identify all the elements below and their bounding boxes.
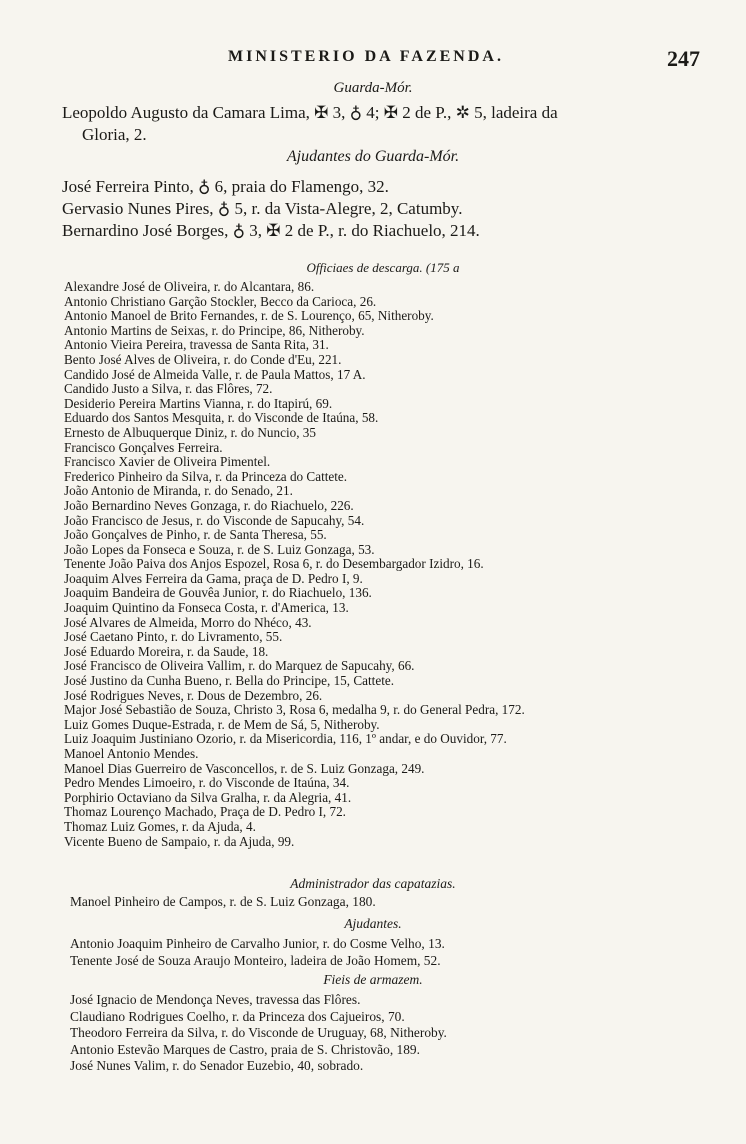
list-item: Luiz Joaquim Justiniano Ozorio, r. da Misericordia, 116, 1º andar, e do Ouvidor, 77. [64, 731, 507, 747]
page-number: 247 [667, 46, 700, 71]
list-item: Joaquim Bandeira de Gouvêa Junior, r. do Riachuelo, 136. [64, 585, 372, 601]
list-item: Thomaz Lourenço Machado, Praça de D. Pedro I, 72. [64, 804, 346, 820]
list-item: José Francisco de Oliveira Vallim, r. do Marquez de Sapucahy, 66. [64, 658, 415, 674]
page-title: MINISTERIO DA FAZENDA. [228, 48, 504, 65]
list-item: José Ignacio de Mendonça Neves, travessa das Flôres. [70, 992, 361, 1007]
list-item: Antonio Manoel de Brito Fernandes, r. de S. Lourenço, 65, Nitheroby. [64, 308, 434, 324]
guarda-mor-line: Gloria, 2. [82, 125, 147, 144]
list-item: João Francisco de Jesus, r. do Visconde de Sapucahy, 54. [64, 512, 365, 528]
section-heading-fieis: Fieis de armazem. [323, 972, 423, 987]
section-heading-officiaes: Officiaes de descarga. (175 a [306, 260, 460, 275]
list-item: José Caetano Pinto, r. do Livramento, 55. [64, 629, 283, 645]
list-item: Candido José de Almeida Valle, r. de Paula Mattos, 17 A. [64, 366, 366, 382]
section-heading-guarda-mor: Guarda-Mór. [333, 80, 413, 96]
ajudantes-guarda-mor-list [62, 176, 702, 242]
list-item: Alexandre José de Oliveira, r. do Alcantara, 86. [64, 279, 315, 294]
list-item: Major José Sebastião de Souza, Christo 3, Rosa 6, medalha 9, r. do General Pedra, 172. [64, 702, 525, 718]
officiaes-list [64, 280, 714, 849]
list-item: Francisco Xavier de Oliveira Pimentel. [64, 454, 271, 470]
list-item: Ernesto de Albuquerque Diniz, r. do Nuncio, 35 [64, 424, 316, 440]
list-item: Claudiano Rodrigues Coelho, r. da Princeza dos Cajueiros, 70. [70, 1008, 405, 1024]
list-item: João Bernardino Neves Gonzaga, r. do Riachuelo, 226. [64, 497, 354, 513]
list-item: José Nunes Valim, r. do Senador Euzebio, 40, sobrado. [70, 1058, 364, 1073]
list-item: Thomaz Luiz Gomes, r. da Ajuda, 4. [64, 818, 256, 834]
list-item: Antonio Christiano Garção Stockler, Becco da Carioca, 26. [64, 293, 377, 309]
list-item: Antonio Joaquim Pinheiro de Carvalho Junior, r. do Cosme Velho, 13. [70, 936, 445, 951]
list-item: Joaquim Alves Ferreira da Gama, praça de D. Pedro I, 9. [64, 570, 363, 586]
list-item: José Alvares de Almeida, Morro do Nhéco, 43. [64, 614, 312, 630]
section-heading-ajudantes: Ajudantes. [344, 916, 402, 931]
fieis-list [70, 992, 720, 1075]
list-item: João Lopes da Fonseca e Souza, r. de S. Luiz Gonzaga, 53. [64, 541, 375, 557]
list-item: Tenente João Paiva dos Anjos Espozel, Rosa 6, r. do Desembargador Izidro, 16. [64, 556, 484, 572]
list-item: Eduardo dos Santos Mesquita, r. do Visconde de Itaúna, 58. [64, 410, 379, 426]
administrador-list [70, 894, 720, 911]
list-item: José Ferreira Pinto, ♁ 6, praia do Flamengo, 32. [62, 177, 389, 196]
list-item: Manoel Pinheiro de Campos, r. de S. Luiz Gonzaga, 180. [70, 894, 376, 909]
list-item: Frederico Pinheiro da Silva, r. da Princeza do Cattete. [64, 468, 348, 484]
list-item: João Antonio de Miranda, r. do Senado, 21. [64, 483, 293, 499]
list-item: José Rodrigues Neves, r. Dous de Dezembro, 26. [64, 687, 323, 703]
list-item: Porphirio Octaviano da Silva Gralha, r. da Alegria, 41. [64, 789, 352, 805]
list-item: Candido Justo a Silva, r. das Flôres, 72. [64, 381, 273, 397]
list-item: Antonio Estevão Marques de Castro, praia de S. Christovão, 189. [70, 1041, 420, 1057]
ajudantes-list [70, 936, 720, 969]
list-item: Joaquim Quintino da Fonseca Costa, r. d'America, 13. [64, 600, 349, 616]
list-item: Pedro Mendes Limoeiro, r. do Visconde de Itaúna, 34. [64, 775, 350, 791]
page-header [60, 46, 700, 76]
list-item: Manoel Antonio Mendes. [64, 746, 199, 761]
guarda-mor-entry [62, 102, 702, 146]
section-heading-ajudantes-guarda-mor: Ajudantes do Guarda-Mór. [286, 148, 460, 165]
list-item: Luiz Gomes Duque-Estrada, r. de Mem de Sá, 5, Nitheroby. [64, 716, 380, 732]
list-item: Theodoro Ferreira da Silva, r. do Visconde de Uruguay, 68, Nitheroby. [70, 1025, 447, 1040]
list-item: José Justino da Cunha Bueno, r. Bella do Principe, 15, Cattete. [64, 673, 395, 689]
list-item: Francisco Gonçalves Ferreira. [64, 439, 223, 455]
list-item: Bento José Alves de Oliveira, r. do Conde d'Eu, 221. [64, 351, 342, 367]
list-item: Gervasio Nunes Pires, ♁ 5, r. da Vista-Alegre, 2, Catumby. [62, 199, 463, 218]
list-item: Bernardino José Borges, ♁ 3, ✠ 2 de P., r. do Riachuelo, 214. [62, 221, 480, 240]
list-item: Vicente Bueno de Sampaio, r. da Ajuda, 99. [64, 833, 295, 849]
list-item: Desiderio Pereira Martins Vianna, r. do Itapirú, 69. [64, 395, 333, 411]
list-item: Tenente José de Souza Araujo Monteiro, ladeira de João Homem, 52. [70, 952, 441, 968]
list-item: Manoel Dias Guerreiro de Vasconcellos, r. de S. Luiz Gonzaga, 249. [64, 760, 425, 776]
list-item: Antonio Vieira Pereira, travessa de Santa Rita, 31. [64, 337, 329, 353]
list-item: José Eduardo Moreira, r. da Saude, 18. [64, 643, 269, 659]
list-item: João Gonçalves de Pinho, r. de Santa Theresa, 55. [64, 527, 327, 543]
list-item: Antonio Martins de Seixas, r. do Principe, 86, Nitheroby. [64, 322, 365, 338]
section-heading-administrador: Administrador das capatazias. [290, 876, 456, 891]
guarda-mor-line: Leopoldo Augusto da Camara Lima, ✠ 3, ♁ 4; ✠ 2 de P., ✲ 5, ladeira da [62, 103, 558, 122]
